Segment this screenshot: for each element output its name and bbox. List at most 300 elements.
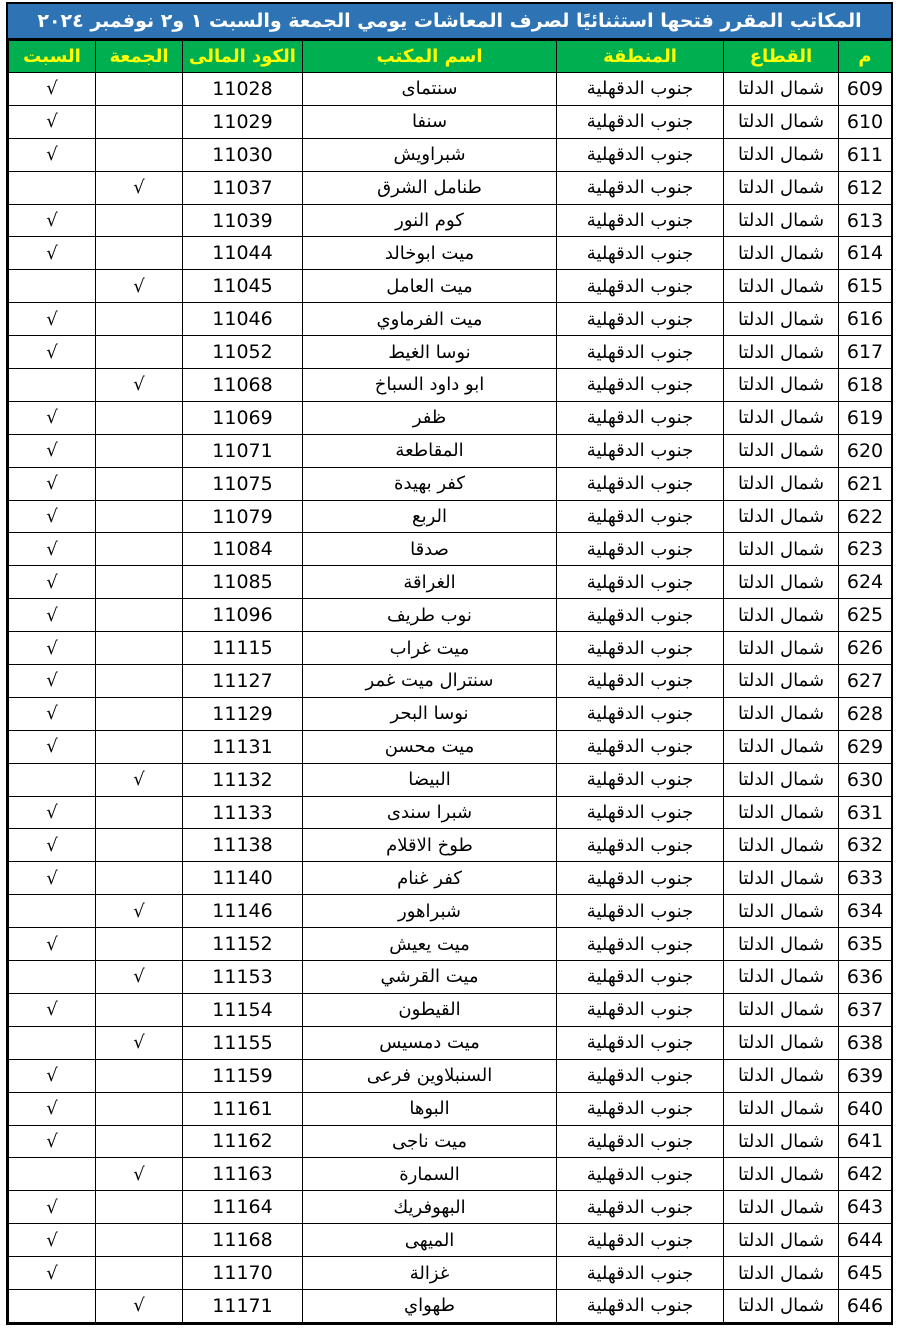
row-number: 640: [839, 1092, 892, 1125]
office-name-cell: سنترال ميت غمر: [303, 665, 557, 698]
header-num: م: [839, 41, 892, 73]
office-name-cell: غزالة: [303, 1257, 557, 1290]
region-cell: جنوب الدقهلية: [557, 171, 724, 204]
region-cell: جنوب الدقهلية: [557, 434, 724, 467]
financial-code-cell: 11079: [183, 500, 303, 533]
row-number: 625: [839, 599, 892, 632]
sector-cell: شمال الدلتا: [724, 237, 839, 270]
office-name-cell: نوسا البحر: [303, 697, 557, 730]
saturday-check-cell: √: [9, 533, 96, 566]
office-name-cell: كفر غنام: [303, 862, 557, 895]
saturday-check-cell: √: [9, 303, 96, 336]
friday-check-cell: [96, 599, 183, 632]
region-cell: جنوب الدقهلية: [557, 1026, 724, 1059]
region-cell: جنوب الدقهلية: [557, 237, 724, 270]
financial-code-cell: 11133: [183, 796, 303, 829]
friday-check-cell: [96, 730, 183, 763]
sector-cell: شمال الدلتا: [724, 1257, 839, 1290]
row-number: 610: [839, 105, 892, 138]
saturday-check-cell: √: [9, 665, 96, 698]
saturday-check-cell: √: [9, 697, 96, 730]
friday-check-cell: [96, 237, 183, 270]
table-row: [9, 1224, 892, 1257]
table-row: [9, 1191, 892, 1224]
office-name-cell: السنبلاوين فرعى: [303, 1059, 557, 1092]
header-office: اسم المكتب: [303, 41, 557, 73]
saturday-check-cell: [9, 1158, 96, 1191]
header-sector: القطاع: [724, 41, 839, 73]
saturday-check-cell: √: [9, 1224, 96, 1257]
table-row: [9, 796, 892, 829]
financial-code-cell: 11029: [183, 105, 303, 138]
saturday-check-cell: √: [9, 336, 96, 369]
financial-code-cell: 11030: [183, 138, 303, 171]
row-number: 644: [839, 1224, 892, 1257]
saturday-check-cell: √: [9, 632, 96, 665]
sector-cell: شمال الدلتا: [724, 1224, 839, 1257]
financial-code-cell: 11171: [183, 1289, 303, 1322]
saturday-check-cell: √: [9, 599, 96, 632]
saturday-check-cell: √: [9, 204, 96, 237]
table-row: [9, 1059, 892, 1092]
row-number: 620: [839, 434, 892, 467]
sector-cell: شمال الدلتا: [724, 697, 839, 730]
row-number: 639: [839, 1059, 892, 1092]
friday-check-cell: √: [96, 1289, 183, 1322]
saturday-check-cell: √: [9, 467, 96, 500]
region-cell: جنوب الدقهلية: [557, 928, 724, 961]
table-row: [9, 730, 892, 763]
row-number: 623: [839, 533, 892, 566]
table-row: [9, 862, 892, 895]
table-row: [9, 599, 892, 632]
region-cell: جنوب الدقهلية: [557, 204, 724, 237]
region-cell: جنوب الدقهلية: [557, 73, 724, 106]
office-name-cell: سنتماى: [303, 73, 557, 106]
table-row: [9, 336, 892, 369]
region-cell: جنوب الدقهلية: [557, 566, 724, 599]
row-number: 634: [839, 895, 892, 928]
sector-cell: شمال الدلتا: [724, 895, 839, 928]
friday-check-cell: [96, 1191, 183, 1224]
financial-code-cell: 11052: [183, 336, 303, 369]
office-name-cell: ميت القرشي: [303, 961, 557, 994]
saturday-check-cell: [9, 895, 96, 928]
friday-check-cell: [96, 204, 183, 237]
financial-code-cell: 11045: [183, 270, 303, 303]
region-cell: جنوب الدقهلية: [557, 467, 724, 500]
friday-check-cell: [96, 829, 183, 862]
table-row: [9, 1092, 892, 1125]
friday-check-cell: [96, 500, 183, 533]
office-name-cell: ميت محسن: [303, 730, 557, 763]
region-cell: جنوب الدقهلية: [557, 1158, 724, 1191]
row-number: 629: [839, 730, 892, 763]
region-cell: جنوب الدقهلية: [557, 1092, 724, 1125]
friday-check-cell: [96, 1257, 183, 1290]
row-number: 616: [839, 303, 892, 336]
sector-cell: شمال الدلتا: [724, 73, 839, 106]
sector-cell: شمال الدلتا: [724, 632, 839, 665]
table-row: [9, 500, 892, 533]
table-row: [9, 1125, 892, 1158]
financial-code-cell: 11132: [183, 763, 303, 796]
row-number: 642: [839, 1158, 892, 1191]
region-cell: جنوب الدقهلية: [557, 599, 724, 632]
office-name-cell: طوخ الاقلام: [303, 829, 557, 862]
office-name-cell: ميت ناجى: [303, 1125, 557, 1158]
friday-check-cell: √: [96, 961, 183, 994]
sector-cell: شمال الدلتا: [724, 467, 839, 500]
row-number: 627: [839, 665, 892, 698]
sector-cell: شمال الدلتا: [724, 599, 839, 632]
region-cell: جنوب الدقهلية: [557, 533, 724, 566]
office-name-cell: البهوفريك: [303, 1191, 557, 1224]
region-cell: جنوب الدقهلية: [557, 270, 724, 303]
row-number: 615: [839, 270, 892, 303]
saturday-check-cell: √: [9, 829, 96, 862]
region-cell: جنوب الدقهلية: [557, 1059, 724, 1092]
table-row: [9, 993, 892, 1026]
header-saturday: السبت: [9, 41, 96, 73]
region-cell: جنوب الدقهلية: [557, 500, 724, 533]
row-number: 646: [839, 1289, 892, 1322]
region-cell: جنوب الدقهلية: [557, 730, 724, 763]
office-name-cell: الربع: [303, 500, 557, 533]
office-name-cell: ميت دمسيس: [303, 1026, 557, 1059]
table-row: [9, 566, 892, 599]
financial-code-cell: 11140: [183, 862, 303, 895]
financial-code-cell: 11085: [183, 566, 303, 599]
region-cell: جنوب الدقهلية: [557, 1191, 724, 1224]
table-row: [9, 138, 892, 171]
row-number: 622: [839, 500, 892, 533]
table-row: [9, 369, 892, 402]
office-name-cell: صدقا: [303, 533, 557, 566]
row-number: 630: [839, 763, 892, 796]
table-row: [9, 961, 892, 994]
table-row: [9, 763, 892, 796]
sector-cell: شمال الدلتا: [724, 993, 839, 1026]
saturday-check-cell: √: [9, 862, 96, 895]
saturday-check-cell: [9, 763, 96, 796]
friday-check-cell: √: [96, 763, 183, 796]
region-cell: جنوب الدقهلية: [557, 138, 724, 171]
office-name-cell: ميت يعيش: [303, 928, 557, 961]
friday-check-cell: √: [96, 171, 183, 204]
friday-check-cell: [96, 566, 183, 599]
office-name-cell: ميت ابوخالد: [303, 237, 557, 270]
financial-code-cell: 11163: [183, 1158, 303, 1191]
row-number: 626: [839, 632, 892, 665]
saturday-check-cell: √: [9, 401, 96, 434]
financial-code-cell: 11039: [183, 204, 303, 237]
row-number: 633: [839, 862, 892, 895]
financial-code-cell: 11154: [183, 993, 303, 1026]
row-number: 631: [839, 796, 892, 829]
friday-check-cell: [96, 105, 183, 138]
offices-table: [8, 40, 892, 1323]
saturday-check-cell: √: [9, 1257, 96, 1290]
sector-cell: شمال الدلتا: [724, 303, 839, 336]
saturday-check-cell: [9, 961, 96, 994]
sector-cell: شمال الدلتا: [724, 204, 839, 237]
row-number: 635: [839, 928, 892, 961]
sector-cell: شمال الدلتا: [724, 401, 839, 434]
header-friday: الجمعة: [96, 41, 183, 73]
table-row: [9, 270, 892, 303]
row-number: 612: [839, 171, 892, 204]
region-cell: جنوب الدقهلية: [557, 895, 724, 928]
sector-cell: شمال الدلتا: [724, 1191, 839, 1224]
financial-code-cell: 11162: [183, 1125, 303, 1158]
friday-check-cell: [96, 632, 183, 665]
financial-code-cell: 11131: [183, 730, 303, 763]
office-name-cell: ميت غراب: [303, 632, 557, 665]
sector-cell: شمال الدلتا: [724, 500, 839, 533]
region-cell: جنوب الدقهلية: [557, 105, 724, 138]
sheet-title: المكاتب المقرر فتحها استثنائيًا لصرف المعاشات يومي الجمعة والسبت ١ و٢ نوفمبر ٢٠٢٤: [8, 4, 891, 40]
office-name-cell: كوم النور: [303, 204, 557, 237]
table-row: [9, 829, 892, 862]
friday-check-cell: √: [96, 1158, 183, 1191]
financial-code-cell: 11037: [183, 171, 303, 204]
sector-cell: شمال الدلتا: [724, 533, 839, 566]
friday-check-cell: [96, 73, 183, 106]
region-cell: جنوب الدقهلية: [557, 401, 724, 434]
financial-code-cell: 11044: [183, 237, 303, 270]
region-cell: جنوب الدقهلية: [557, 336, 724, 369]
row-number: 619: [839, 401, 892, 434]
saturday-check-cell: √: [9, 105, 96, 138]
sector-cell: شمال الدلتا: [724, 1125, 839, 1158]
row-number: 636: [839, 961, 892, 994]
financial-code-cell: 11159: [183, 1059, 303, 1092]
saturday-check-cell: √: [9, 138, 96, 171]
friday-check-cell: [96, 993, 183, 1026]
office-name-cell: القيطون: [303, 993, 557, 1026]
table-row: [9, 467, 892, 500]
office-name-cell: نوسا الغيط: [303, 336, 557, 369]
friday-check-cell: [96, 928, 183, 961]
office-name-cell: المقاطعة: [303, 434, 557, 467]
table-row: [9, 665, 892, 698]
office-name-cell: السمارة: [303, 1158, 557, 1191]
friday-check-cell: [96, 1224, 183, 1257]
region-cell: جنوب الدقهلية: [557, 993, 724, 1026]
financial-code-cell: 11069: [183, 401, 303, 434]
financial-code-cell: 11127: [183, 665, 303, 698]
region-cell: جنوب الدقهلية: [557, 763, 724, 796]
saturday-check-cell: [9, 1026, 96, 1059]
region-cell: جنوب الدقهلية: [557, 369, 724, 402]
table-row: [9, 171, 892, 204]
sector-cell: شمال الدلتا: [724, 961, 839, 994]
friday-check-cell: [96, 401, 183, 434]
sector-cell: شمال الدلتا: [724, 829, 839, 862]
row-number: 632: [839, 829, 892, 862]
friday-check-cell: [96, 697, 183, 730]
financial-code-cell: 11170: [183, 1257, 303, 1290]
office-name-cell: نوب طريف: [303, 599, 557, 632]
saturday-check-cell: √: [9, 500, 96, 533]
table-row: [9, 533, 892, 566]
financial-code-cell: 11146: [183, 895, 303, 928]
office-name-cell: شبراهور: [303, 895, 557, 928]
sector-cell: شمال الدلتا: [724, 171, 839, 204]
table-row: [9, 697, 892, 730]
table-row: [9, 632, 892, 665]
region-cell: جنوب الدقهلية: [557, 1224, 724, 1257]
office-name-cell: طهواي: [303, 1289, 557, 1322]
table-row: [9, 1158, 892, 1191]
row-number: 609: [839, 73, 892, 106]
saturday-check-cell: √: [9, 796, 96, 829]
region-cell: جنوب الدقهلية: [557, 961, 724, 994]
friday-check-cell: [96, 336, 183, 369]
saturday-check-cell: [9, 1289, 96, 1322]
row-number: 641: [839, 1125, 892, 1158]
saturday-check-cell: √: [9, 928, 96, 961]
table-row: [9, 401, 892, 434]
table-row: [9, 204, 892, 237]
financial-code-cell: 11155: [183, 1026, 303, 1059]
friday-check-cell: [96, 862, 183, 895]
financial-code-cell: 11129: [183, 697, 303, 730]
office-name-cell: ميت العامل: [303, 270, 557, 303]
financial-code-cell: 11028: [183, 73, 303, 106]
financial-code-cell: 11153: [183, 961, 303, 994]
row-number: 637: [839, 993, 892, 1026]
friday-check-cell: [96, 1059, 183, 1092]
region-cell: جنوب الدقهلية: [557, 829, 724, 862]
financial-code-cell: 11168: [183, 1224, 303, 1257]
row-number: 614: [839, 237, 892, 270]
saturday-check-cell: √: [9, 434, 96, 467]
header-row: [9, 41, 892, 73]
sector-cell: شمال الدلتا: [724, 566, 839, 599]
sector-cell: شمال الدلتا: [724, 796, 839, 829]
financial-code-cell: 11068: [183, 369, 303, 402]
office-name-cell: ابو داود السباخ: [303, 369, 557, 402]
table-row: [9, 105, 892, 138]
row-number: 617: [839, 336, 892, 369]
financial-code-cell: 11075: [183, 467, 303, 500]
saturday-check-cell: √: [9, 1191, 96, 1224]
friday-check-cell: √: [96, 895, 183, 928]
sector-cell: شمال الدلتا: [724, 862, 839, 895]
saturday-check-cell: [9, 369, 96, 402]
sector-cell: شمال الدلتا: [724, 1059, 839, 1092]
friday-check-cell: √: [96, 270, 183, 303]
region-cell: جنوب الدقهلية: [557, 1125, 724, 1158]
office-name-cell: كفر بهيدة: [303, 467, 557, 500]
friday-check-cell: [96, 796, 183, 829]
table-row: [9, 237, 892, 270]
friday-check-cell: √: [96, 369, 183, 402]
row-number: 624: [839, 566, 892, 599]
saturday-check-cell: √: [9, 237, 96, 270]
office-name-cell: الميهى: [303, 1224, 557, 1257]
region-cell: جنوب الدقهلية: [557, 303, 724, 336]
sector-cell: شمال الدلتا: [724, 730, 839, 763]
financial-code-cell: 11084: [183, 533, 303, 566]
office-name-cell: الغراقة: [303, 566, 557, 599]
friday-check-cell: [96, 303, 183, 336]
friday-check-cell: [96, 434, 183, 467]
row-number: 638: [839, 1026, 892, 1059]
header-code: الكود المالى: [183, 41, 303, 73]
sector-cell: شمال الدلتا: [724, 928, 839, 961]
table-row: [9, 1257, 892, 1290]
sector-cell: شمال الدلتا: [724, 369, 839, 402]
friday-check-cell: [96, 533, 183, 566]
table-row: [9, 928, 892, 961]
region-cell: جنوب الدقهلية: [557, 632, 724, 665]
friday-check-cell: √: [96, 1026, 183, 1059]
financial-code-cell: 11138: [183, 829, 303, 862]
friday-check-cell: [96, 665, 183, 698]
row-number: 621: [839, 467, 892, 500]
financial-code-cell: 11096: [183, 599, 303, 632]
saturday-check-cell: √: [9, 73, 96, 106]
financial-code-cell: 11071: [183, 434, 303, 467]
sector-cell: شمال الدلتا: [724, 763, 839, 796]
financial-code-cell: 11046: [183, 303, 303, 336]
region-cell: جنوب الدقهلية: [557, 1257, 724, 1290]
sector-cell: شمال الدلتا: [724, 1158, 839, 1191]
saturday-check-cell: [9, 270, 96, 303]
saturday-check-cell: √: [9, 730, 96, 763]
row-number: 611: [839, 138, 892, 171]
office-name-cell: البوها: [303, 1092, 557, 1125]
saturday-check-cell: √: [9, 566, 96, 599]
region-cell: جنوب الدقهلية: [557, 796, 724, 829]
office-name-cell: شبرا سندى: [303, 796, 557, 829]
sector-cell: شمال الدلتا: [724, 336, 839, 369]
sector-cell: شمال الدلتا: [724, 1289, 839, 1322]
offices-sheet: [6, 2, 893, 1325]
sector-cell: شمال الدلتا: [724, 1092, 839, 1125]
office-name-cell: سنفا: [303, 105, 557, 138]
row-number: 643: [839, 1191, 892, 1224]
friday-check-cell: [96, 138, 183, 171]
sector-cell: شمال الدلتا: [724, 138, 839, 171]
table-row: [9, 303, 892, 336]
table-row: [9, 1289, 892, 1322]
sector-cell: شمال الدلتا: [724, 665, 839, 698]
friday-check-cell: [96, 1125, 183, 1158]
sector-cell: شمال الدلتا: [724, 270, 839, 303]
row-number: 628: [839, 697, 892, 730]
office-name-cell: ظفر: [303, 401, 557, 434]
table-row: [9, 895, 892, 928]
header-region: المنطقة: [557, 41, 724, 73]
sector-cell: شمال الدلتا: [724, 105, 839, 138]
saturday-check-cell: √: [9, 1125, 96, 1158]
region-cell: جنوب الدقهلية: [557, 665, 724, 698]
table-row: [9, 73, 892, 106]
table-row: [9, 434, 892, 467]
region-cell: جنوب الدقهلية: [557, 862, 724, 895]
row-number: 613: [839, 204, 892, 237]
financial-code-cell: 11152: [183, 928, 303, 961]
office-name-cell: طنامل الشرق: [303, 171, 557, 204]
row-number: 618: [839, 369, 892, 402]
region-cell: جنوب الدقهلية: [557, 697, 724, 730]
friday-check-cell: [96, 1092, 183, 1125]
friday-check-cell: [96, 467, 183, 500]
